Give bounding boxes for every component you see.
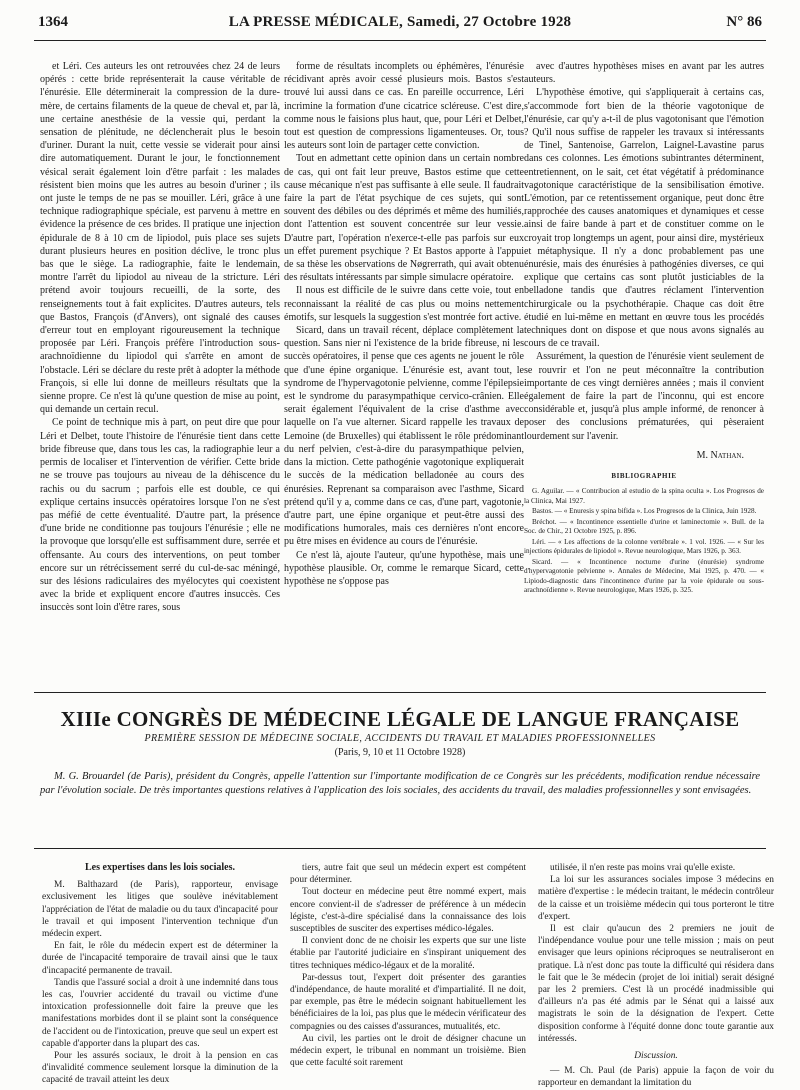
- paragraph: Il nous est difficile de le suivre dans cette voie, tout en reconnaissant la réalité de cas plus ou moins nettement émotifs, sur lesquels la suggestion s'est montrée fort active.: [284, 285, 524, 323]
- paragraph: Par-dessus tout, l'expert doit présenter des garanties d'indépendance, de haute moralité et d'impartialité. Il ne doit, par exemple, pas être le médecin soignant habituellement les bénéficiaires de la loi, pas plus que le médecin vérificateur des compagnies ou des caisses d'assurances, mutualités, etc.: [290, 972, 526, 1032]
- paragraph: et Léri. Ces auteurs les ont retrouvées chez 24 de leurs opérés : cette bride représenterait la cause véritable de l'énurésie. Elle déterminerait la compression de la dure-mère, de certains filaments de la queue de cheval et, par là, une certaine anesthésie de la vessie qui, perdant la sensation de plénitude, ne déclencherait plus le besoin d'uriner. Durant la nuit, cette vessie se viderait pour ainsi dire automatiquement. Durant le jour, le fonctionnement vésical serait également loin d'être parfait : les malades résistent bien moins que les autres au besoin d'uriner ; ils ont juste le temps de ne pas se mouiller. Léri, grâce à une technique radiographique spéciale, est parvenu à mettre en évidence la présence de ces brides. Il pratique une injection épidurale de 8 à 10 cm de lipiodol, puis place ses sujets durant plusieurs heures en position déclive, le tronc plus bas que le siège. La radiographie, faite le lendemain, montre l'arrêt du lipiodol au niveau de la stricture. Léri prétend avoir toujours recueilli, de la sorte, des renseignements tout à fait explicites. D'autres auteurs, tels que Bastos, François (d'Anvers), ont signalé des causes d'erreur tout en employant rigoureusement la technique proposée par Léri. François préfère l'introduction sous-arachnoïdienne du lipiodol qui s'arrête en amont de l'obstacle. Léri se déclare du reste prêt à adopter la méthode François, si elle lui donne de meilleurs résultats que la sienne propre. Ce n'est là qu'une question de mise au point, qui demande un certain recul.: [40, 61, 280, 416]
- congress-intro: M. G. Brouardel (de Paris), président du Congrès, appelle l'attention sur l'importante modification de ce Congrès sur les précédents, modification rendue nécessaire par l'évolution sociale. De très importantes questions relatives à l'application des lois sociales, des accidents du travail, des maladies professionnelles y sont envisagées.: [40, 771, 760, 796]
- bibliography-entry: G. Aguilar. — « Contribucion al estudio de la spina oculta ». Los Progresos de la Clinica, Mai 1927.: [524, 487, 764, 505]
- congress-dates: (Paris, 9, 10 et 11 Octobre 1928): [334, 747, 466, 758]
- paragraph: Au civil, les parties ont le droit de désigner chacune un médecin expert, le tribunal en nommant un troisième. Bien que cette faculté soit rarement: [290, 1033, 526, 1069]
- congress-subtitle: PREMIÈRE SESSION DE MÉDECINE SOCIALE, ACCIDENTS DU TRAVAIL ET MALADIES PROFESSIONNELLES: [144, 733, 656, 744]
- report-column-2: [290, 862, 526, 1078]
- paragraph: avec d'autres hypothèses mises en avant par les autres auteurs.: [524, 61, 764, 86]
- discussion-heading: Discussion.: [634, 1051, 678, 1062]
- bibliography-entry: Bréchot. — « Incontinence essentielle d'urine et laminectomie ». Bull. de la Soc. de Chir., 21 Octobre 1925, p. 896.: [524, 517, 764, 536]
- paragraph: Il convient donc de ne choisir les experts que sur une liste établie par l'autorité judiciaire en s'inspirant uniquement des titres techniques médico-légaux et de la moralité.: [290, 936, 526, 971]
- article-column-2: [284, 60, 524, 680]
- paragraph: En fait, le rôle du médecin expert est de déterminer la durée de l'incapacité temporaire de travail ainsi que le taux d'incapacité permanente de travail.: [42, 941, 278, 976]
- paragraph: Ce point de technique mis à part, on peut dire que pour Léri et Delbet, toute l'histoire de l'énurésie tient dans cette bride fibreuse que, dans tous les cas, la radiographie leur a permis de localiser et l'intervention de vérifier. Cette bride ne se trouve pas toujours au niveau de la déhiscence du rachis ou du sacrum ; parfois elle est double, ce qui explique certains insuccès opératoires lorsque l'on ne s'est pas méfié de cette éventualité. D'autre part, la présence d'une bride ne conditionne pas toujours l'énurésie ; elle ne la provoque que lorsqu'elle est suffisamment dure, serrée et offensante. Au cours des interventions, on peut tomber encore sur un rétrécissement serré du cul-de-sac méningé, sur des lésions radiculaires des myélocytes qui coexistent avec la bride et expliquent encore d'autres insuccès. Ces insuccès sont loin d'être rares, sous: [40, 417, 280, 614]
- congress-header: [40, 706, 760, 838]
- bibliography-heading: BIBLIOGRAPHIE: [611, 472, 677, 481]
- paragraph: La loi sur les assurances sociales impose 3 médecins en matière d'expertise : le médecin traitant, le médecin contrôleur de la caisse et un troisième médecin qui tous porteront le titre d'expert.: [538, 875, 774, 922]
- bibliography-entry: Léri. — « Les affections de la colonne vertébrale ». 1 vol. 1926. — « Sur les injections épidurales de lipiodol ». Revue neurologique, Mars 1926, p. 363.: [524, 537, 764, 556]
- paragraph: Pour les assurés sociaux, le droit à la pension en cas d'invalidité commence seulement lorsque la diminution de la capacité de travail atteint les deux: [42, 1051, 278, 1086]
- paragraph: Tout docteur en médecine peut être nommé expert, mais encore convient-il de s'adresser de préférence à un médecin légiste, c'est-à-dire spécialisé dans la connaissance des lois susceptibles de susciter des expertises médico-légales.: [290, 887, 526, 935]
- article-column-3: [524, 60, 764, 680]
- page-number: 1364: [38, 14, 68, 30]
- report-column-1: [42, 862, 278, 1086]
- bibliography-entry: Bastos. — « Enuresis y spina bifida ». Los Progresos de la Clinica, Juin 1928.: [532, 507, 757, 516]
- journal-title: LA PRESSE MÉDICALE, Samedi, 27 Octobre 1928: [228, 14, 572, 30]
- paragraph: tiers, autre fait que seul un médecin expert est compétent pour déterminer.: [290, 863, 526, 886]
- paragraph: Il est clair qu'aucun des 2 premiers ne jouit de l'indépendance voulue pour une telle mission ; mais on peut envisager que leurs opinions réciproques se neutraliseront en pratique. Là n'est donc pas toute la difficulté qui résidera dans le fait que le 3e médecin (projet de loi initial) serait désigné par les 2 premiers. C'est là un procédé inadmissible qui d'ailleurs n'a pas été admis par le Sénat qui a laissé aux magistrats le soin de la désignation de l'expert. Cette disposition conforme à l'équité donne donc toute garantie aux intéressés.: [538, 924, 774, 1044]
- paragraph: M. Balthazard (de Paris), rapporteur, envisage exclusivement les litiges que soulève inévitablement l'appréciation de l'état de maladie ou du taux d'incapacité pour le travail et qui imposent l'intervention technique d'un médecin expert.: [42, 880, 278, 940]
- header-rule: [34, 40, 766, 41]
- paragraph: Ce n'est là, ajoute l'auteur, qu'une hypothèse, mais une hypothèse plausible. Or, comme le remarque Sicard, cette hypothèse ne s'oppose pas: [284, 549, 524, 587]
- congress-title: XIIIe CONGRÈS DE MÉDECINE LÉGALE DE LANGUE FRANÇAISE: [60, 707, 740, 731]
- bibliography-entry: Sicard. — « Incontinence nocturne d'urine (énurésie) syndrome d'hypervagotonie pelvienne ». Annales de Médecine, Mai 1925, p. 470. — « Lipiodo-diagnostic dans l'incontinence d'urine par la voie épidurale ou sous-arachnoïdienne ». Revue neurologique, Mars 1926, p. 325.: [524, 557, 764, 595]
- paragraph: utilisée, il n'en reste pas moins vrai qu'elle existe.: [550, 863, 736, 873]
- section-heading: Les expertises dans les lois sociales.: [85, 862, 235, 873]
- running-header: [38, 14, 762, 34]
- paragraph: Tandis que l'assuré social a droit à une indemnité dans tous les cas, l'ouvrier accidenté du travail ou victime d'une intoxication professionnelle doit faire la preuve que les manifestations morbides dont il se plaint sont la conséquence de l'accident ou de l'intoxication, preuve que seul un expert est capable d'apporter dans la plupart des cas.: [42, 977, 278, 1049]
- paragraph: L'hypothèse émotive, qui s'appliquerait à certains cas, s'accommode fort bien de la théorie vagotonique de l'énurésie, car qu'y a-t-il de plus vagotonisant que l'émotion ? Qu'il nous suffise de rappeler les travaux si intéressants de Tinel, Santenoise, Garrelon, Laignel-Lavastine parus dans ces colonnes. Les émotions subintrantes déterminent, entretiennent, on le sait, cet état végétatif à prédominance vagotonique caractéristique de la sensibilisation émotive. L'émotion, par ce retentissement organique, peut donc être rapprochée des causes anatomiques et dynamiques et cesse ainsi de faire bande à part et de constituer comme on le croyait trop longtemps un agent, pour ainsi dire, mystérieux et métaphysique. Il n'y a donc probablement pas une énurésie, mais des énurésies à pathogénies diverses, ce qui explique que certains cas sont plutôt justiciables de la belladone tandis que d'autres réclament l'intervention chirurgicale ou la psychothérapie. Chaque cas doit être étudié en lui-même en mettant en œuvre tous les procédés techniques dont on dispose et que nous avons signalés au cours de ce travail.: [524, 87, 764, 350]
- paragraph: — M. Ch. Paul (de Paris) appuie la façon de voir du rapporteur en demandant la limitation du: [538, 1066, 774, 1089]
- bibliography-list: [524, 487, 764, 596]
- report-column-3: [538, 862, 774, 1089]
- paragraph: Tout en admettant cette opinion dans un certain nombre de cas, qui ont fait leur preuve, Bastos estime que cette cause mécanique n'est pas suffisante à elle seule. Il faudrait faire la part de l'état psychique de ces sujets, qui sont souvent des débiles ou des déprimés et même des humiliés, dont l'attention est souvent concentrée sur leur vessie. D'autre part, l'opération n'exerce-t-elle pas parfois sur eux un effet purement psychique ? Et Bastos apporte à l'appui de sa thèse les observations de Nøgrerrath, qui avait obtenu des résultats intéressants par simple simulacre opératoire.: [284, 153, 524, 284]
- paragraph: Sicard, dans un travail récent, déplace complètement la question. Sans nier ni l'existence de la bride fibreuse, ni les succès opératoires, il pense que ces agents ne jouent le rôle que d'une épine organique. L'énurésie est, avant tout, le syndrome de l'hypervagotonie pelvienne, comme l'épilepsie est le syndrome du parasympathique cervico-crânien. Elle serait également l'équivalent de la crise d'asthme avec laquelle on l'a vue alterner. Sicard rappelle les travaux de Lemoine (de Bruxelles) qui établissent le rôle prédominant du nerf pelvien, c'est-à-dire du parasympathique pelvien, dans la miction. Cette pathogénie vagotonique expliquerait le succès de la médication belladonée au cours des énurésies. Reprenant sa comparaison avec l'asthme, Sicard prétend qu'il y a, comme dans ce cas, d'une part, vagotonie, d'autre part, une épine organique et peut-être aussi des modifications humorales, mais ces dernières n'ont encore pu être mises en évidence au cours de l'énurésie.: [284, 325, 524, 548]
- paragraph: Assurément, la question de l'énurésie vient seulement de se rouvrir et l'on ne peut méconnaître la contribution importante de ces vingt dernières années ; mais il convient également de faire la part de l'inconnu, qui est encore considérable et, jusqu'à plus ample informé, de renoncer à poser des conclusions prématurées, qui pèseraient lourdement sur l'avenir.: [524, 351, 764, 442]
- issue-number: N° 86: [726, 14, 762, 30]
- article-column-1: [40, 60, 280, 680]
- author-signature: M. Nathan.: [696, 449, 744, 461]
- paragraph: forme de résultats incomplets ou éphémères, l'énurésie récidivant après avoir cessé plusieurs mois. Bastos s'est trouvé lui aussi dans ce cas. En pareille occurrence, Léri incrimine la formation d'une cicatrice scléreuse. C'est dire, comme nous le faisions plus haut, que, pour Léri et Delbet, tout est question de compressions ligamenteuses. Or, tous les auteurs sont loin de partager cette conviction.: [284, 61, 524, 152]
- section-rule: [34, 692, 766, 693]
- section-rule: [34, 848, 766, 849]
